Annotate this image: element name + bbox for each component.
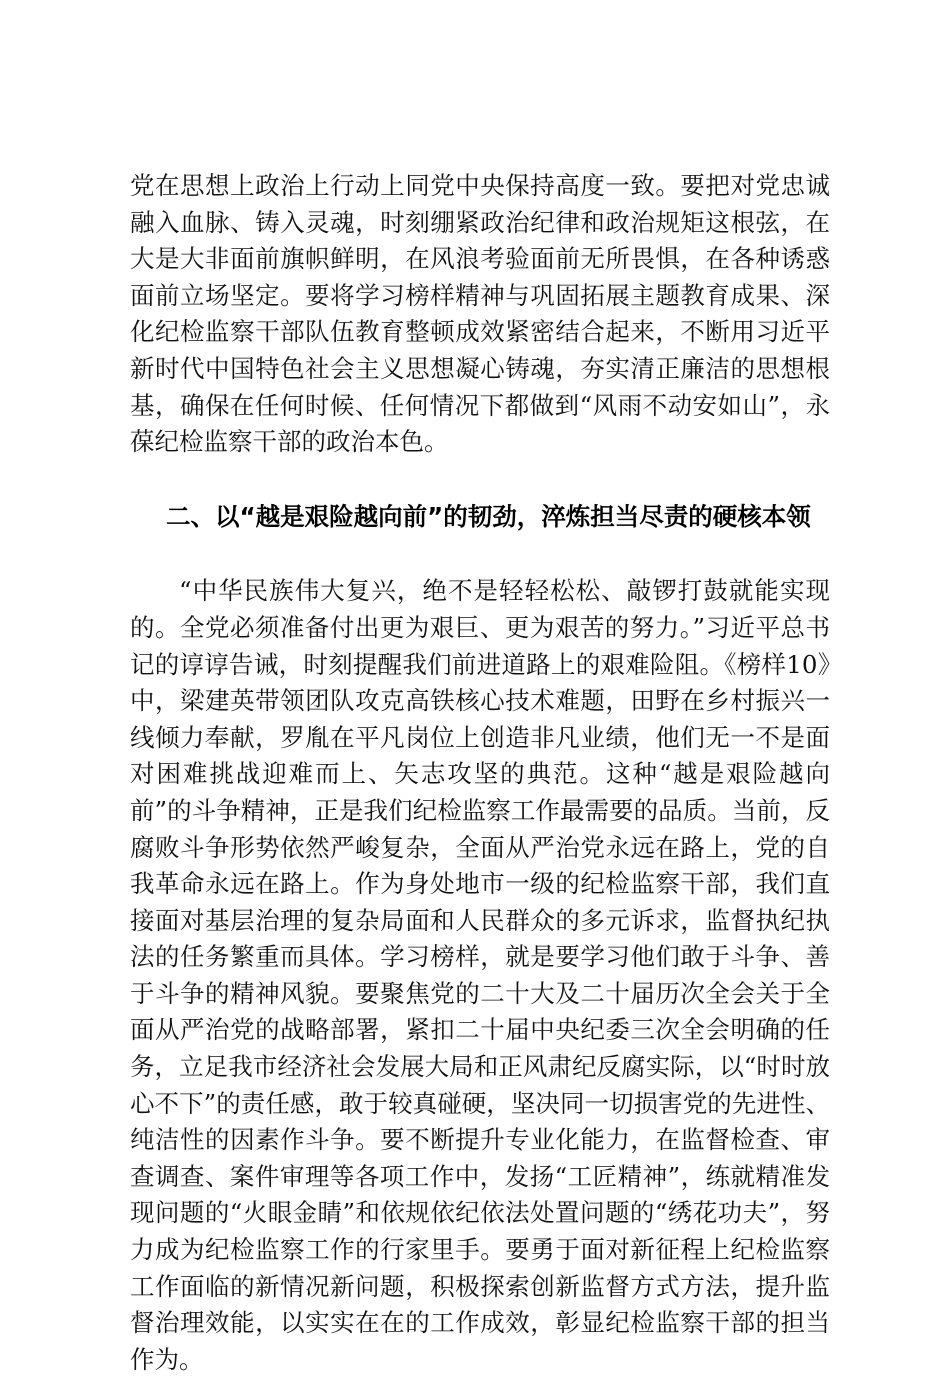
document-body xyxy=(130,168,830,1378)
body-paragraph: “中华民族伟大复兴，绝不是轻轻松松、敲锣打鼓就能实现的。全党必须准备付出更为艰巨、更为艰苦的努力。”习近平总书记的谆谆告诫，时刻提醒我们前进道路上的艰难险阻。《榜样10》中，梁建英带领团队攻克高铁核心技术难题，田野在乡村振兴一线倾力奉献，罗胤在平凡岗位上创造非凡业绩，他们无一不是面对困难挑战迎难而上、矢志攻坚的典范。这种“越是艰险越向前”的斗争精神，正是我们纪检监察工作最需要的品质。当前，反腐败斗争形势依然严峻复杂，全面从严治党永远在路上，党的自我革命永远在路上。作为身处地市一级的纪检监察干部，我们直接面对基层治理的复杂局面和人民群众的多元诉求，监督执纪执法的任务繁重而具体。学习榜样，就是要学习他们敢于斗争、善于斗争的精神风貌。要聚焦党的二十大及二十届历次全会关于全面从严治党的战略部署，紧扣二十届中央纪委三次全会明确的任务，立足我市经济社会发展大局和正风肃纪反腐实际，以“时时放心不下”的责任感，敢于较真碰硬，坚决同一切损害党的先进性、纯洁性的因素作斗争。要不断提升专业化能力，在监督检查、审查调查、案件审理等各项工作中，发扬“工匠精神”，练就精准发现问题的“火眼金睛”和依规依纪依法处置问题的“绣花功夫”，努力成为纪检监察工作的行家里手。要勇于面对新征程上纪检监察工作面临的新情况新问题，积极探索创新监督方式方法，提升监督治理效能，以实实在在的工作成效，彰显纪检监察干部的担当作为。 xyxy=(130,576,830,1374)
continued-paragraph: 党在思想上政治上行动上同党中央保持高度一致。要把对党忠诚融入血脉、铸入灵魂，时刻绷紧政治纪律和政治规矩这根弦，在大是大非面前旗帜鲜明，在风浪考验面前无所畏惧，在各种诱惑面前立场坚定。要将学习榜样精神与巩固拓展主题教育成果、深化纪检监察干部队伍教育整顿成效紧密结合起来，不断用习近平新时代中国特色社会主义思想凝心铸魂，夯实清正廉洁的思想根基，确保在任何时候、任何情况下都做到“风雨不动安如山”，永葆纪检监察干部的政治本色。 xyxy=(130,171,830,457)
section-heading: 二、以“越是艰险越向前”的韧劲，淬炼担当尽责的硬核本领 xyxy=(166,501,811,531)
